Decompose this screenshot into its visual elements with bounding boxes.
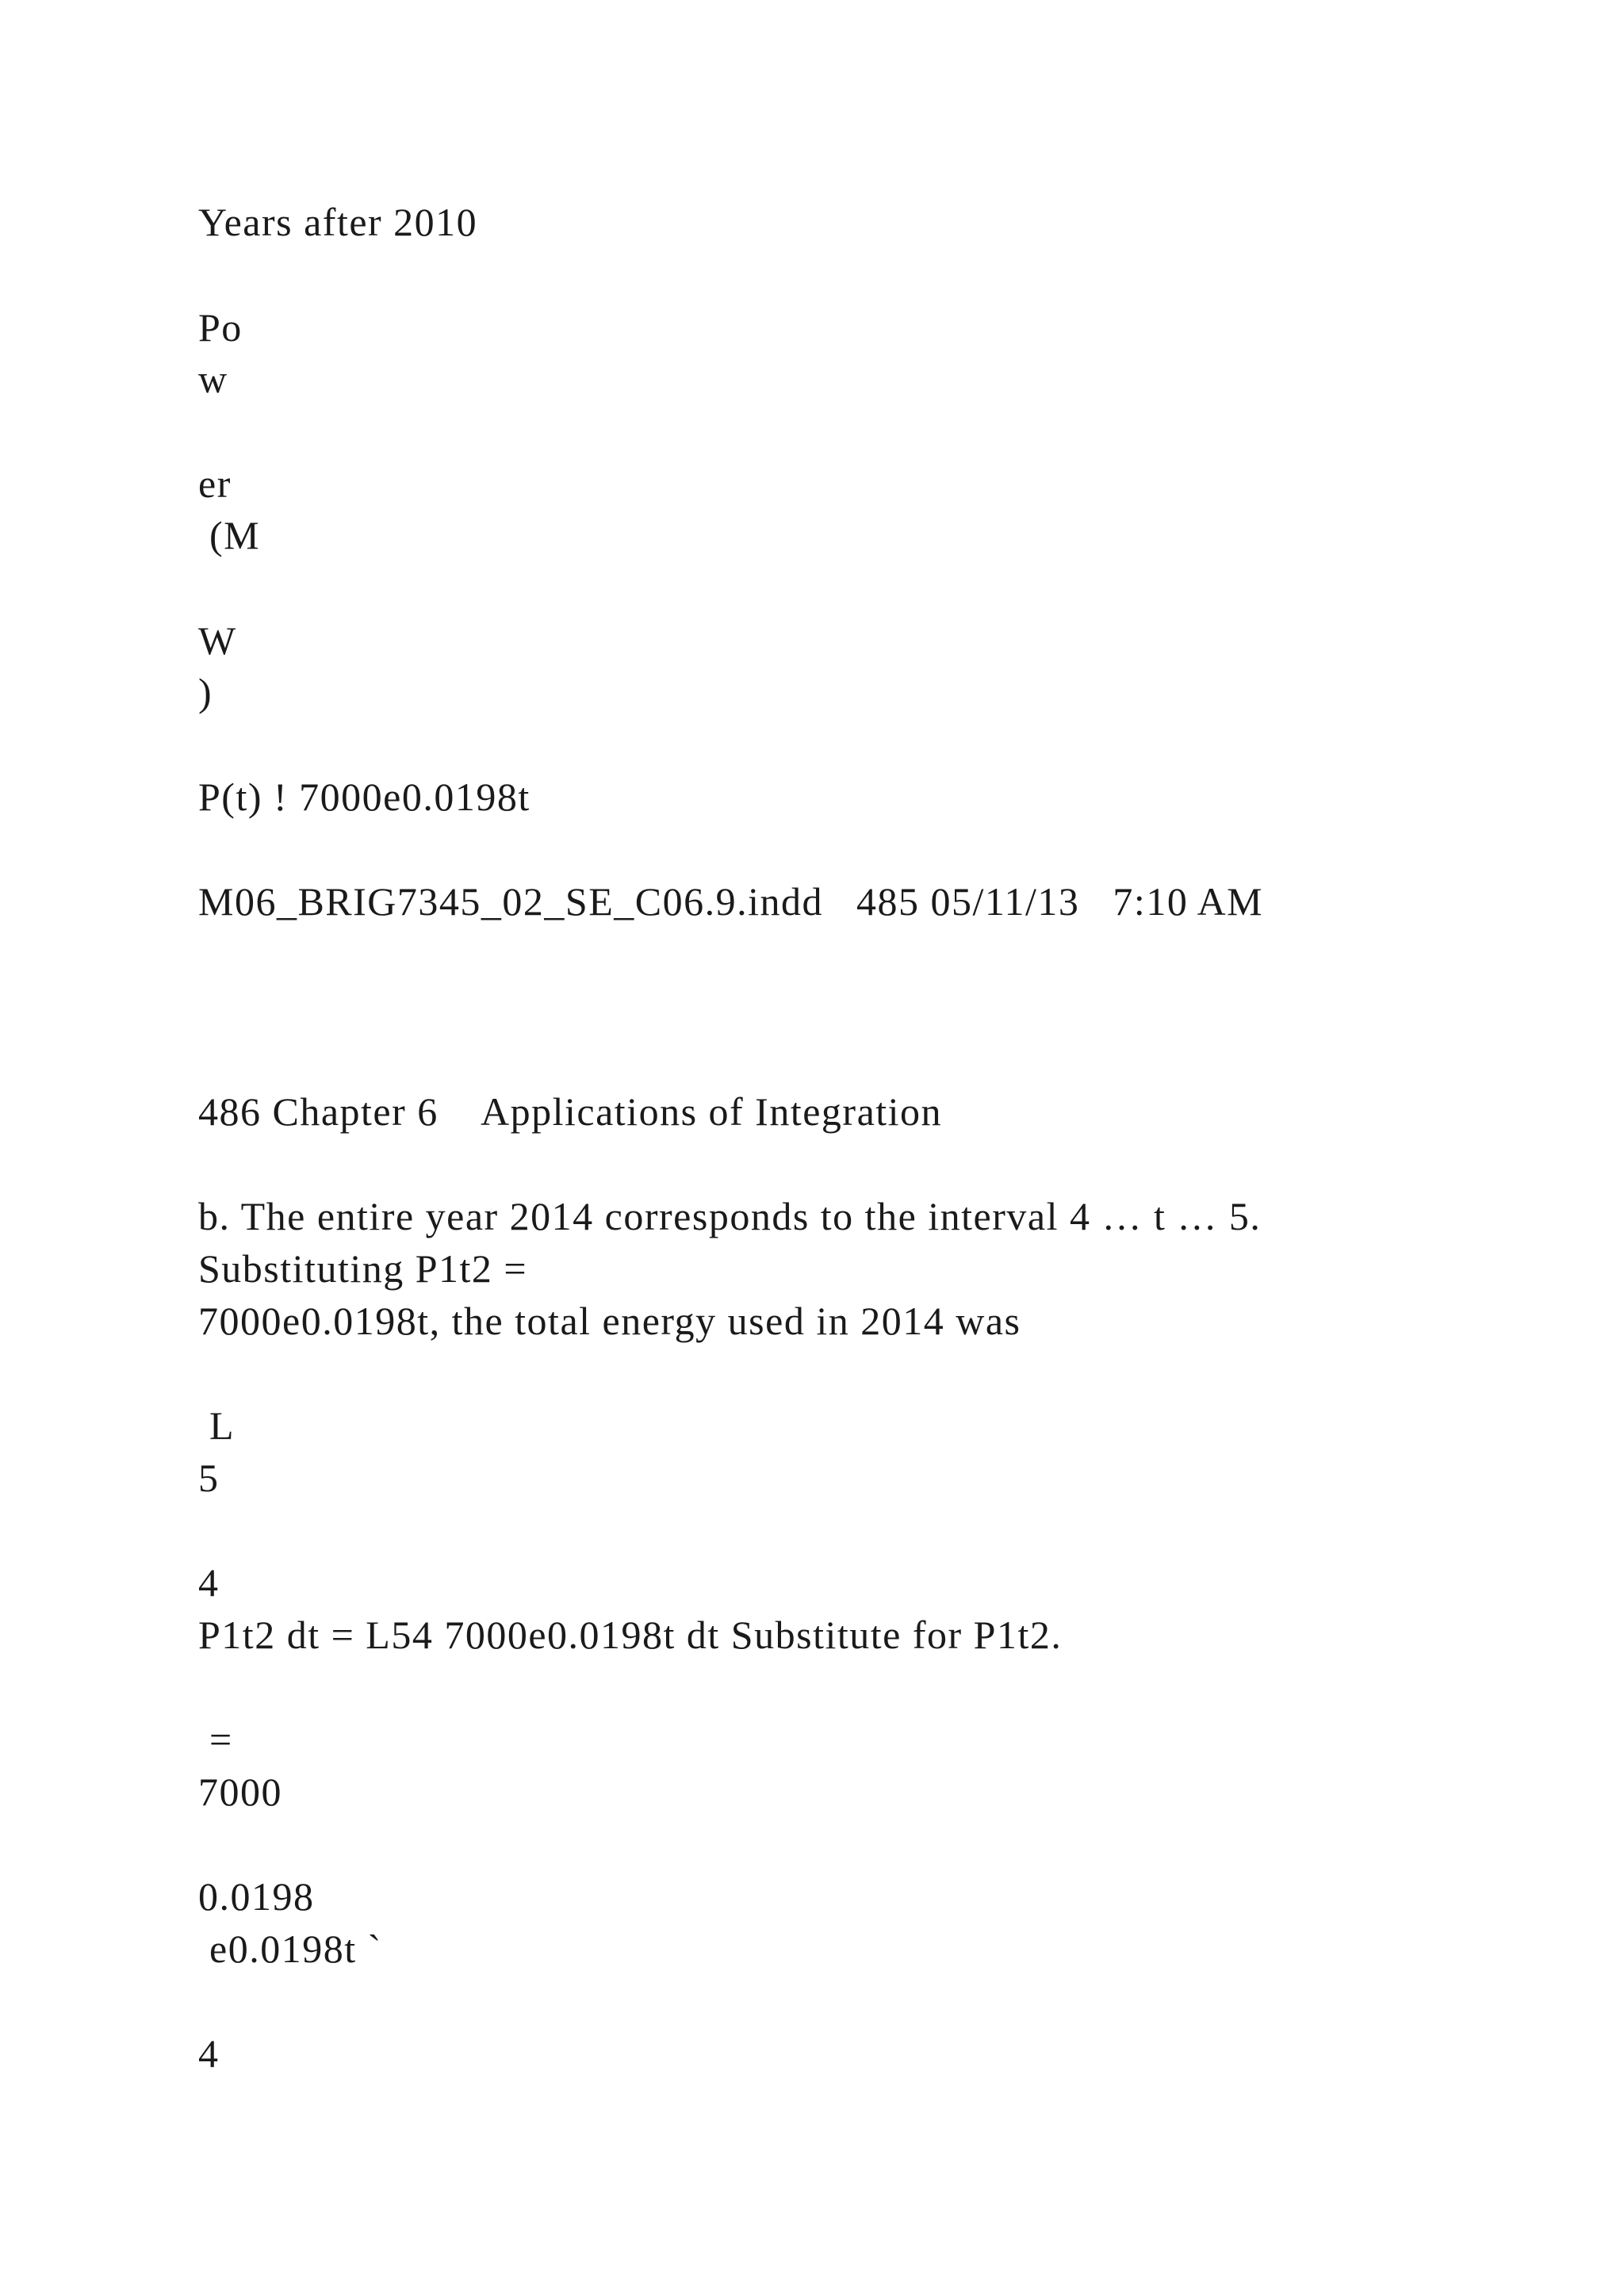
- chapter-header: 486 Chapter 6 Applications of Integration: [198, 1089, 943, 1134]
- equation-fragment: 0.0198: [198, 1874, 315, 1919]
- equation-fragment: 7000: [198, 1770, 282, 1814]
- equation-fragment: L: [198, 1403, 236, 1448]
- equation-fragment: =: [198, 1717, 233, 1762]
- axis-label-fragment: (M: [198, 513, 261, 557]
- axis-label-fragment: w: [198, 357, 228, 401]
- function-label: P(t) ! 7000e0.0198t: [198, 775, 530, 819]
- axis-label-fragment: W: [198, 618, 237, 663]
- body-text-line: 7000e0.0198t, the total energy used in 2014 was: [198, 1299, 1021, 1343]
- axis-label-fragment: er: [198, 461, 232, 506]
- axis-label-fragment: Po: [198, 305, 243, 350]
- body-text-line: b. The entire year 2014 corresponds to the interval 4 … t … 5.: [198, 1194, 1262, 1238]
- equation-fragment: e0.0198t `: [198, 1927, 382, 1971]
- equation-fragment: 4: [198, 2031, 220, 2076]
- axis-label-fragment: ): [198, 670, 213, 714]
- equation-line: P1t2 dt = L54 7000e0.0198t dt Substitute for P1t2.: [198, 1613, 1063, 1657]
- equation-fragment: 5: [198, 1456, 220, 1500]
- body-text-line: Substituting P1t2 =: [198, 1246, 528, 1291]
- axis-label-years: Years after 2010: [198, 200, 478, 244]
- file-footer: M06_BRIG7345_02_SE_C06.9.indd 485 05/11/13 7:10 AM: [198, 879, 1264, 924]
- equation-fragment: 4: [198, 1560, 220, 1605]
